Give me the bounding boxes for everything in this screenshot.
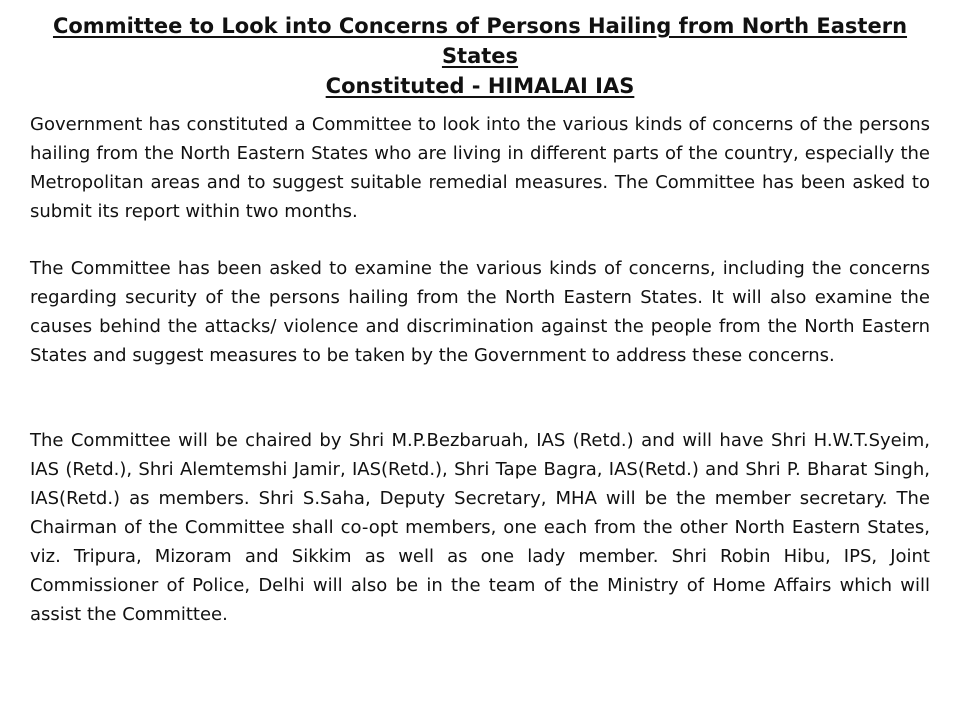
- paragraph-committee-members: The Committee will be chaired by Shri M.P.Bezbaruah, IAS (Retd.) and will have Shri H.W.T.Syeim, IAS (Retd.), Shri Alemtemshi Jamir, IAS(Retd.), Shri Tape Bagra, IAS(Retd.) and Shri P. Bharat Singh, IAS(Retd.) as members. Shri S.Saha, Deputy Secretary, MHA will be the member secretary. The Chairman of the Committee shall co-opt members, one each from the other North Eastern States, viz. Tripura, Mizoram and Sikkim as well as one lady member. Shri Robin Hibu, IPS, Joint Commissioner of Police, Delhi will also be in the team of the Ministry of Home Affairs which will assist the Committee.: [30, 430, 930, 625]
- paragraph-committee-constituted: Government has constituted a Committee to look into the various kinds of concerns of the persons hailing from the North Eastern States who are living in different parts of the country, especially the Metropolitan areas and to suggest suitable remedial measures. The Committee has been asked to submit its report within two months.: [30, 114, 930, 222]
- document-title: [20, 11, 940, 101]
- paragraph-committee-mandate: The Committee has been asked to examine the various kinds of concerns, including the concerns regarding security of the persons hailing from the North Eastern States. It will also examine the causes behind the attacks/ violence and discrimination against the people from the North Eastern States and suggest measures to be taken by the Government to address these concerns.: [30, 258, 930, 366]
- title-line-2: Constituted - HIMALAI IAS: [325, 74, 635, 98]
- title-line-1: Committee to Look into Concerns of Persons Hailing from North Eastern States: [52, 14, 908, 68]
